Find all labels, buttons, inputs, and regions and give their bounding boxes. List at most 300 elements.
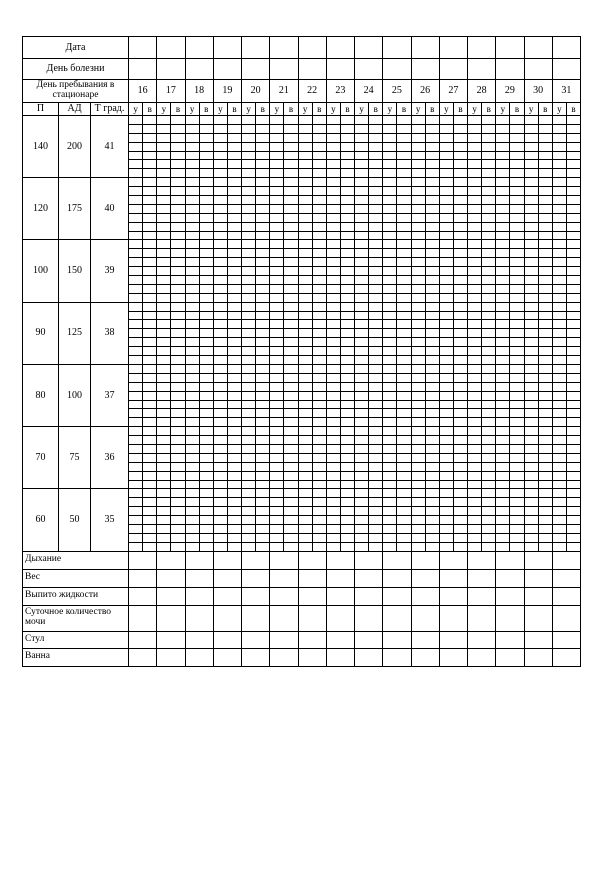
grid-cell[interactable]	[256, 311, 270, 320]
grid-cell[interactable]	[383, 418, 397, 427]
grid-cell[interactable]	[199, 311, 213, 320]
grid-cell[interactable]	[510, 356, 524, 365]
date-cell[interactable]	[524, 37, 552, 59]
grid-cell[interactable]	[340, 231, 354, 240]
grid-cell[interactable]	[143, 320, 157, 329]
grid-cell[interactable]	[566, 498, 580, 507]
grid-cell[interactable]	[298, 356, 312, 365]
grid-cell[interactable]	[227, 471, 241, 480]
grid-cell[interactable]	[284, 347, 298, 356]
grid-cell[interactable]	[383, 347, 397, 356]
grid-cell[interactable]	[552, 116, 566, 125]
grid-cell[interactable]	[453, 409, 467, 418]
grid-cell[interactable]	[468, 267, 482, 276]
grid-cell[interactable]	[510, 418, 524, 427]
grid-cell[interactable]	[242, 462, 256, 471]
grid-cell[interactable]	[453, 329, 467, 338]
grid-cell[interactable]	[213, 516, 227, 525]
grid-cell[interactable]	[129, 480, 143, 489]
footer-cell[interactable]	[439, 569, 467, 587]
grid-cell[interactable]	[242, 178, 256, 187]
grid-cell[interactable]	[411, 116, 425, 125]
grid-cell[interactable]	[425, 507, 439, 516]
grid-cell[interactable]	[538, 124, 552, 133]
footer-cell[interactable]	[468, 631, 496, 648]
grid-cell[interactable]	[256, 116, 270, 125]
grid-cell[interactable]	[143, 329, 157, 338]
grid-cell[interactable]	[383, 160, 397, 169]
grid-cell[interactable]	[129, 169, 143, 178]
grid-cell[interactable]	[397, 293, 411, 302]
footer-cell[interactable]	[270, 587, 298, 605]
grid-cell[interactable]	[129, 133, 143, 142]
grid-cell[interactable]	[157, 364, 171, 373]
footer-cell[interactable]	[185, 569, 213, 587]
grid-cell[interactable]	[510, 258, 524, 267]
grid-cell[interactable]	[227, 311, 241, 320]
grid-cell[interactable]	[284, 329, 298, 338]
grid-cell[interactable]	[496, 116, 510, 125]
grid-cell[interactable]	[538, 302, 552, 311]
grid-cell[interactable]	[383, 338, 397, 347]
grid-cell[interactable]	[538, 364, 552, 373]
grid-cell[interactable]	[510, 160, 524, 169]
grid-cell[interactable]	[227, 533, 241, 542]
grid-cell[interactable]	[171, 320, 185, 329]
grid-cell[interactable]	[326, 373, 340, 382]
date-cell[interactable]	[468, 37, 496, 59]
grid-cell[interactable]	[369, 267, 383, 276]
grid-cell[interactable]	[496, 462, 510, 471]
grid-cell[interactable]	[496, 302, 510, 311]
grid-cell[interactable]	[552, 409, 566, 418]
grid-cell[interactable]	[242, 320, 256, 329]
grid-cell[interactable]	[185, 151, 199, 160]
grid-cell[interactable]	[355, 196, 369, 205]
grid-cell[interactable]	[312, 276, 326, 285]
grid-cell[interactable]	[439, 524, 453, 533]
grid-cell[interactable]	[496, 187, 510, 196]
grid-cell[interactable]	[256, 222, 270, 231]
grid-cell[interactable]	[383, 391, 397, 400]
grid-cell[interactable]	[566, 267, 580, 276]
grid-cell[interactable]	[157, 231, 171, 240]
grid-cell[interactable]	[270, 240, 284, 249]
grid-cell[interactable]	[468, 222, 482, 231]
grid-cell[interactable]	[439, 249, 453, 258]
grid-cell[interactable]	[482, 542, 496, 551]
grid-cell[interactable]	[439, 444, 453, 453]
grid-cell[interactable]	[312, 347, 326, 356]
grid-cell[interactable]	[312, 142, 326, 151]
grid-cell[interactable]	[355, 542, 369, 551]
grid-cell[interactable]	[355, 204, 369, 213]
footer-cell[interactable]	[157, 569, 185, 587]
grid-cell[interactable]	[355, 320, 369, 329]
grid-cell[interactable]	[185, 516, 199, 525]
grid-cell[interactable]	[383, 249, 397, 258]
grid-cell[interactable]	[524, 222, 538, 231]
grid-cell[interactable]	[453, 516, 467, 525]
grid-cell[interactable]	[369, 356, 383, 365]
grid-cell[interactable]	[496, 444, 510, 453]
grid-cell[interactable]	[270, 471, 284, 480]
grid-cell[interactable]	[524, 267, 538, 276]
grid-cell[interactable]	[143, 533, 157, 542]
grid-cell[interactable]	[383, 240, 397, 249]
grid-cell[interactable]	[270, 178, 284, 187]
footer-cell[interactable]	[326, 551, 354, 569]
grid-cell[interactable]	[355, 240, 369, 249]
footer-cell[interactable]	[298, 648, 326, 666]
grid-cell[interactable]	[171, 444, 185, 453]
grid-cell[interactable]	[425, 409, 439, 418]
grid-cell[interactable]	[270, 258, 284, 267]
grid-cell[interactable]	[566, 507, 580, 516]
grid-cell[interactable]	[397, 400, 411, 409]
grid-cell[interactable]	[496, 284, 510, 293]
grid-cell[interactable]	[157, 498, 171, 507]
grid-cell[interactable]	[298, 258, 312, 267]
grid-cell[interactable]	[566, 400, 580, 409]
grid-cell[interactable]	[213, 284, 227, 293]
grid-cell[interactable]	[213, 524, 227, 533]
grid-cell[interactable]	[510, 444, 524, 453]
grid-cell[interactable]	[129, 240, 143, 249]
illness-day-cell[interactable]	[524, 59, 552, 80]
footer-cell[interactable]	[185, 551, 213, 569]
grid-cell[interactable]	[326, 356, 340, 365]
grid-cell[interactable]	[199, 462, 213, 471]
grid-cell[interactable]	[524, 391, 538, 400]
footer-cell[interactable]	[129, 551, 157, 569]
grid-cell[interactable]	[439, 196, 453, 205]
grid-cell[interactable]	[383, 409, 397, 418]
footer-cell[interactable]	[242, 551, 270, 569]
grid-cell[interactable]	[496, 453, 510, 462]
grid-cell[interactable]	[284, 320, 298, 329]
grid-cell[interactable]	[411, 311, 425, 320]
grid-cell[interactable]	[256, 249, 270, 258]
grid-cell[interactable]	[538, 116, 552, 125]
grid-cell[interactable]	[453, 142, 467, 151]
grid-cell[interactable]	[129, 382, 143, 391]
grid-cell[interactable]	[566, 533, 580, 542]
grid-cell[interactable]	[425, 471, 439, 480]
grid-cell[interactable]	[397, 311, 411, 320]
grid-cell[interactable]	[552, 444, 566, 453]
grid-cell[interactable]	[482, 427, 496, 436]
grid-cell[interactable]	[129, 187, 143, 196]
grid-cell[interactable]	[129, 231, 143, 240]
grid-cell[interactable]	[425, 142, 439, 151]
grid-cell[interactable]	[355, 276, 369, 285]
grid-cell[interactable]	[538, 338, 552, 347]
footer-cell[interactable]	[270, 551, 298, 569]
grid-cell[interactable]	[298, 480, 312, 489]
grid-cell[interactable]	[369, 196, 383, 205]
grid-cell[interactable]	[538, 347, 552, 356]
grid-cell[interactable]	[312, 498, 326, 507]
grid-cell[interactable]	[439, 489, 453, 498]
grid-cell[interactable]	[468, 409, 482, 418]
grid-cell[interactable]	[298, 133, 312, 142]
grid-cell[interactable]	[538, 418, 552, 427]
grid-cell[interactable]	[482, 320, 496, 329]
grid-cell[interactable]	[524, 187, 538, 196]
grid-cell[interactable]	[369, 444, 383, 453]
grid-cell[interactable]	[369, 489, 383, 498]
grid-cell[interactable]	[213, 489, 227, 498]
grid-cell[interactable]	[411, 338, 425, 347]
grid-cell[interactable]	[256, 276, 270, 285]
footer-cell[interactable]	[552, 587, 580, 605]
grid-cell[interactable]	[185, 533, 199, 542]
date-cell[interactable]	[129, 37, 157, 59]
grid-cell[interactable]	[129, 533, 143, 542]
grid-cell[interactable]	[383, 124, 397, 133]
grid-cell[interactable]	[411, 222, 425, 231]
grid-cell[interactable]	[425, 347, 439, 356]
grid-cell[interactable]	[411, 444, 425, 453]
grid-cell[interactable]	[397, 427, 411, 436]
grid-cell[interactable]	[242, 347, 256, 356]
grid-cell[interactable]	[242, 373, 256, 382]
grid-cell[interactable]	[538, 533, 552, 542]
grid-cell[interactable]	[397, 160, 411, 169]
grid-cell[interactable]	[355, 471, 369, 480]
grid-cell[interactable]	[482, 436, 496, 445]
grid-cell[interactable]	[284, 293, 298, 302]
grid-cell[interactable]	[411, 151, 425, 160]
grid-cell[interactable]	[453, 453, 467, 462]
grid-cell[interactable]	[157, 533, 171, 542]
grid-cell[interactable]	[312, 311, 326, 320]
grid-cell[interactable]	[326, 516, 340, 525]
grid-cell[interactable]	[242, 471, 256, 480]
grid-cell[interactable]	[256, 409, 270, 418]
grid-cell[interactable]	[129, 284, 143, 293]
grid-cell[interactable]	[510, 116, 524, 125]
footer-cell[interactable]	[468, 569, 496, 587]
grid-cell[interactable]	[566, 276, 580, 285]
grid-cell[interactable]	[524, 116, 538, 125]
grid-cell[interactable]	[524, 364, 538, 373]
grid-cell[interactable]	[425, 302, 439, 311]
grid-cell[interactable]	[510, 524, 524, 533]
grid-cell[interactable]	[157, 436, 171, 445]
footer-cell[interactable]	[326, 569, 354, 587]
grid-cell[interactable]	[326, 542, 340, 551]
grid-cell[interactable]	[171, 142, 185, 151]
grid-cell[interactable]	[496, 418, 510, 427]
grid-cell[interactable]	[298, 222, 312, 231]
footer-cell[interactable]	[468, 605, 496, 631]
grid-cell[interactable]	[566, 116, 580, 125]
footer-cell[interactable]	[524, 631, 552, 648]
grid-cell[interactable]	[439, 258, 453, 267]
grid-cell[interactable]	[369, 409, 383, 418]
grid-cell[interactable]	[425, 436, 439, 445]
grid-cell[interactable]	[468, 276, 482, 285]
grid-cell[interactable]	[482, 373, 496, 382]
grid-cell[interactable]	[270, 356, 284, 365]
grid-cell[interactable]	[411, 498, 425, 507]
grid-cell[interactable]	[453, 480, 467, 489]
grid-cell[interactable]	[453, 524, 467, 533]
grid-cell[interactable]	[284, 356, 298, 365]
grid-cell[interactable]	[129, 151, 143, 160]
grid-cell[interactable]	[185, 480, 199, 489]
grid-cell[interactable]	[383, 213, 397, 222]
grid-cell[interactable]	[143, 542, 157, 551]
grid-cell[interactable]	[256, 542, 270, 551]
grid-cell[interactable]	[171, 302, 185, 311]
grid-cell[interactable]	[369, 249, 383, 258]
grid-cell[interactable]	[355, 258, 369, 267]
grid-cell[interactable]	[411, 276, 425, 285]
grid-cell[interactable]	[213, 160, 227, 169]
grid-cell[interactable]	[227, 382, 241, 391]
grid-cell[interactable]	[566, 436, 580, 445]
grid-cell[interactable]	[284, 533, 298, 542]
grid-cell[interactable]	[397, 498, 411, 507]
grid-cell[interactable]	[524, 249, 538, 258]
grid-cell[interactable]	[552, 453, 566, 462]
grid-cell[interactable]	[157, 142, 171, 151]
grid-cell[interactable]	[312, 178, 326, 187]
grid-cell[interactable]	[439, 267, 453, 276]
grid-cell[interactable]	[566, 160, 580, 169]
grid-cell[interactable]	[383, 284, 397, 293]
grid-cell[interactable]	[510, 471, 524, 480]
grid-cell[interactable]	[326, 160, 340, 169]
grid-cell[interactable]	[284, 116, 298, 125]
grid-cell[interactable]	[496, 213, 510, 222]
grid-cell[interactable]	[270, 169, 284, 178]
grid-cell[interactable]	[355, 284, 369, 293]
grid-cell[interactable]	[340, 311, 354, 320]
grid-cell[interactable]	[566, 364, 580, 373]
grid-cell[interactable]	[340, 409, 354, 418]
grid-cell[interactable]	[213, 240, 227, 249]
grid-cell[interactable]	[213, 267, 227, 276]
grid-cell[interactable]	[129, 213, 143, 222]
grid-cell[interactable]	[453, 302, 467, 311]
grid-cell[interactable]	[270, 160, 284, 169]
grid-cell[interactable]	[453, 347, 467, 356]
grid-cell[interactable]	[242, 453, 256, 462]
grid-cell[interactable]	[284, 444, 298, 453]
grid-cell[interactable]	[524, 311, 538, 320]
grid-cell[interactable]	[411, 187, 425, 196]
grid-cell[interactable]	[538, 231, 552, 240]
grid-cell[interactable]	[242, 436, 256, 445]
grid-cell[interactable]	[171, 213, 185, 222]
grid-cell[interactable]	[383, 436, 397, 445]
grid-cell[interactable]	[199, 169, 213, 178]
grid-cell[interactable]	[453, 124, 467, 133]
grid-cell[interactable]	[453, 160, 467, 169]
grid-cell[interactable]	[453, 533, 467, 542]
grid-cell[interactable]	[453, 418, 467, 427]
grid-cell[interactable]	[157, 169, 171, 178]
grid-cell[interactable]	[143, 400, 157, 409]
grid-cell[interactable]	[425, 258, 439, 267]
grid-cell[interactable]	[129, 178, 143, 187]
grid-cell[interactable]	[171, 356, 185, 365]
grid-cell[interactable]	[270, 276, 284, 285]
grid-cell[interactable]	[312, 258, 326, 267]
footer-cell[interactable]	[270, 648, 298, 666]
grid-cell[interactable]	[510, 267, 524, 276]
footer-cell[interactable]	[355, 569, 383, 587]
grid-cell[interactable]	[171, 480, 185, 489]
grid-cell[interactable]	[242, 507, 256, 516]
grid-cell[interactable]	[538, 391, 552, 400]
grid-cell[interactable]	[129, 516, 143, 525]
grid-cell[interactable]	[538, 258, 552, 267]
grid-cell[interactable]	[425, 187, 439, 196]
grid-cell[interactable]	[538, 453, 552, 462]
grid-cell[interactable]	[369, 329, 383, 338]
grid-cell[interactable]	[496, 329, 510, 338]
grid-cell[interactable]	[199, 320, 213, 329]
grid-cell[interactable]	[227, 391, 241, 400]
grid-cell[interactable]	[411, 204, 425, 213]
grid-cell[interactable]	[213, 124, 227, 133]
footer-cell[interactable]	[326, 587, 354, 605]
footer-cell[interactable]	[355, 605, 383, 631]
grid-cell[interactable]	[383, 133, 397, 142]
footer-cell[interactable]	[496, 605, 524, 631]
grid-cell[interactable]	[496, 311, 510, 320]
footer-cell[interactable]	[383, 631, 411, 648]
grid-cell[interactable]	[185, 169, 199, 178]
footer-cell[interactable]	[129, 569, 157, 587]
grid-cell[interactable]	[453, 284, 467, 293]
grid-cell[interactable]	[524, 338, 538, 347]
grid-cell[interactable]	[439, 329, 453, 338]
footer-cell[interactable]	[411, 648, 439, 666]
grid-cell[interactable]	[284, 142, 298, 151]
grid-cell[interactable]	[157, 542, 171, 551]
grid-cell[interactable]	[566, 187, 580, 196]
grid-cell[interactable]	[397, 204, 411, 213]
grid-cell[interactable]	[524, 427, 538, 436]
grid-cell[interactable]	[213, 471, 227, 480]
footer-cell[interactable]	[468, 648, 496, 666]
grid-cell[interactable]	[213, 382, 227, 391]
footer-cell[interactable]	[242, 587, 270, 605]
grid-cell[interactable]	[496, 231, 510, 240]
grid-cell[interactable]	[482, 204, 496, 213]
grid-cell[interactable]	[397, 142, 411, 151]
grid-cell[interactable]	[425, 276, 439, 285]
grid-cell[interactable]	[453, 373, 467, 382]
grid-cell[interactable]	[298, 311, 312, 320]
grid-cell[interactable]	[340, 507, 354, 516]
grid-cell[interactable]	[326, 169, 340, 178]
grid-cell[interactable]	[171, 400, 185, 409]
grid-cell[interactable]	[199, 356, 213, 365]
grid-cell[interactable]	[270, 453, 284, 462]
grid-cell[interactable]	[383, 329, 397, 338]
grid-cell[interactable]	[312, 160, 326, 169]
grid-cell[interactable]	[143, 204, 157, 213]
grid-cell[interactable]	[143, 178, 157, 187]
grid-cell[interactable]	[482, 240, 496, 249]
